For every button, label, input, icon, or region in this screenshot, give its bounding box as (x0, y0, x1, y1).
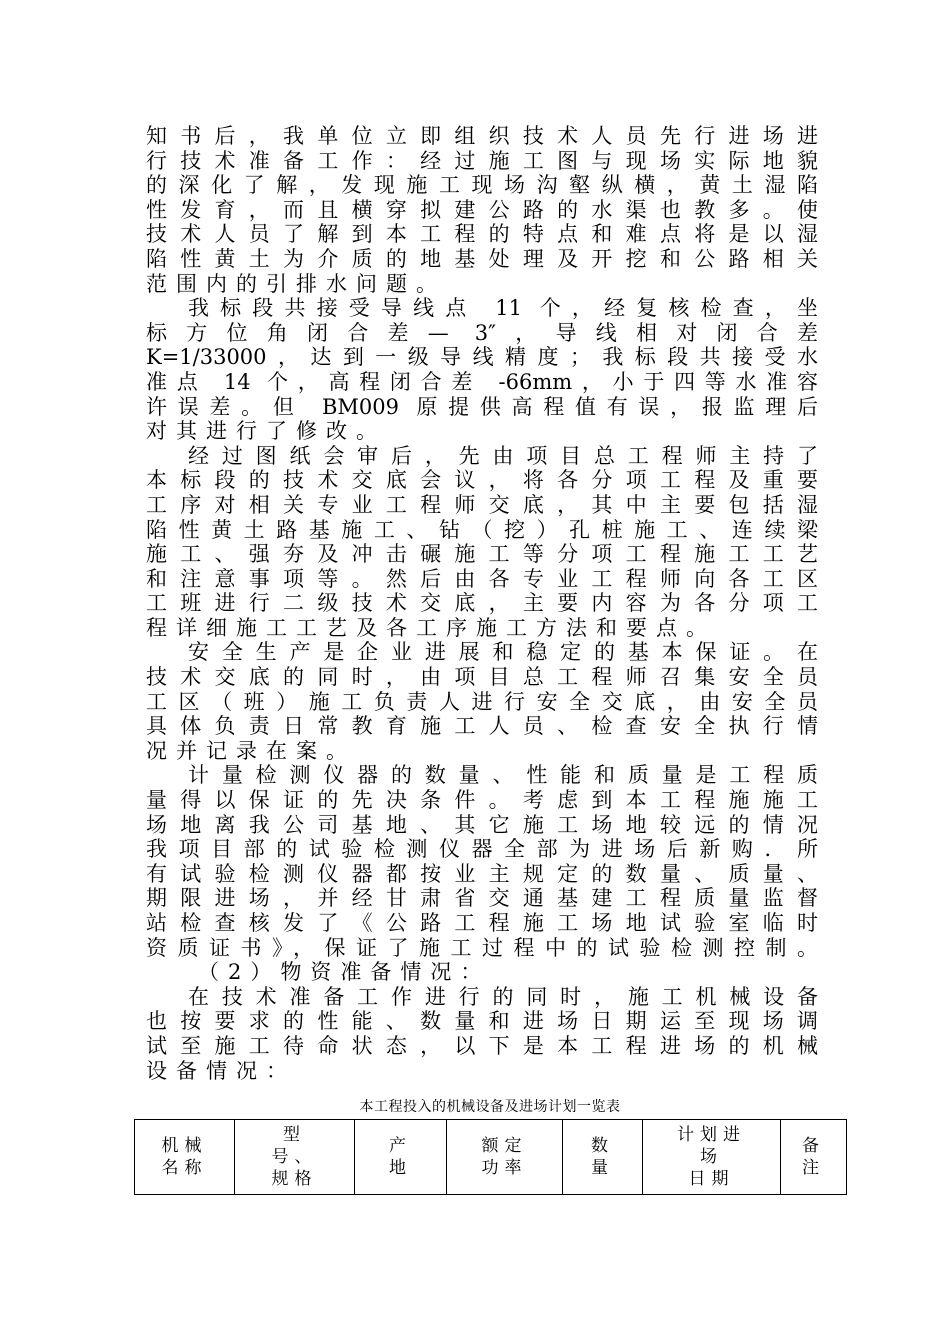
paragraph-line: 我项目部的试验检测仪器全部为进场后新购．所 (146, 837, 818, 862)
paragraph-line: 施工、强夯及冲击碾施工等分项工程施工工艺 (146, 542, 818, 567)
header-line: 量 (591, 1158, 614, 1178)
paragraph-line: 我标段共接受导线点 11 个，经复核检查，坐 (188, 296, 818, 321)
equipment-table (134, 1119, 847, 1195)
section-heading: （2）物资准备情况： (198, 960, 491, 985)
header-line: 号、 (271, 1147, 318, 1167)
paragraph-line: 量得以保证的先决条件。考虑到本工程施施工 (146, 788, 818, 813)
header-planned-entry-date (643, 1120, 781, 1195)
header-line: 数 (591, 1136, 614, 1156)
header-line: 场 (700, 1147, 723, 1167)
paragraph-line: 陷性黄土路基施工、钻（挖）孔桩施工、连续梁 (146, 517, 818, 542)
header-equipment-name (135, 1120, 235, 1195)
paragraph-line: 程详细施工工艺及各工序施工方法和要点。 (146, 615, 716, 640)
header-line: 日期 (688, 1169, 735, 1189)
paragraph-line: 和注意事项等。然后由各专业工程师向各工区 (146, 566, 818, 591)
header-line: 备 (802, 1136, 825, 1156)
header-remarks (781, 1120, 847, 1195)
paragraph-line: 许误差。但 BM009 原提供高程值有误，报监理后 (146, 394, 818, 419)
body-text (146, 124, 818, 1083)
paragraph-line: 工班进行二级技术交底，主要内容为各分项工 (146, 591, 818, 616)
paragraph-line: 具体负责日常教育施工人员、检查安全执行情 (146, 714, 818, 739)
header-line: 额定 (481, 1136, 528, 1156)
paragraph-line: 在技术准备工作进行的同时，施工机械设备 (188, 984, 818, 1009)
paragraph-line: K=1/33000，达到一级导线精度；我标段共接受水 (146, 345, 818, 370)
header-rated-power (447, 1120, 563, 1195)
paragraph-line: 有试验检测仪器都按业主规定的数量、质量、 (146, 861, 818, 886)
paragraph-line: 工序对相关专业工程师交底，其中主要包括湿 (146, 492, 818, 517)
header-line: 机械 (161, 1136, 208, 1156)
header-origin (355, 1120, 447, 1195)
paragraph-line: 准点 14 个，高程闭合差 -66mm，小于四等水准容 (146, 369, 818, 394)
table-caption: 本工程投入的机械设备及进场计划一览表 (359, 1099, 621, 1115)
paragraph-line: 期限进场，并经甘肃省交通基建工程质量监督 (146, 886, 818, 911)
paragraph-line: 知书后，我单位立即组织技术人员先行进场进 (146, 124, 818, 148)
header-quantity (563, 1120, 643, 1195)
paragraph-line: 试至施工待命状态，以下是本工程进场的机械 (146, 1033, 818, 1058)
paragraph-line: 范围内的引排水问题。 (146, 271, 446, 296)
header-line: 注 (802, 1158, 825, 1178)
table-header-row (135, 1120, 847, 1195)
paragraph-line: 技术交底的同时，由项目总工程师召集安全员 (146, 665, 818, 690)
header-line: 产 (389, 1136, 412, 1156)
paragraph-line: 陷性黄土为介质的地基处理及开挖和公路相关 (146, 246, 818, 271)
paragraph-line: 安全生产是企业进展和稳定的基本保证。在 (188, 640, 818, 665)
header-line: 规格 (271, 1169, 318, 1189)
paragraph-line: 性发育，而且横穿拟建公路的水渠也教多。使 (146, 197, 818, 222)
paragraph-line: 站检查核发了《公路工程施工场地试验室临时 (146, 911, 818, 935)
paragraph-line: 本标段的技术交底会议，将各分项工程及重要 (146, 468, 818, 493)
paragraph-line: 行技术准备工作：经过施工图与现场实际地貌 (146, 148, 818, 173)
header-line: 地 (389, 1158, 412, 1178)
paragraph-line: 的深化了解，发现施工现场沟壑纵横，黄土湿陷 (146, 173, 818, 198)
paragraph-line: 也按要求的性能、数量和进场日期运至现场调 (146, 1009, 818, 1034)
paragraph-line: 标方位角闭合差— 3″，导线相对闭合差 (146, 320, 818, 345)
paragraph-line: 资质证书》，保证了施工过程中的试验检测控制。 (146, 935, 818, 960)
paragraph-line: 对其进行了修改。 (146, 419, 386, 444)
paragraph-line: 计量检测仪器的数量、性能和质量是工程质 (188, 763, 818, 788)
paragraph-line: 设备情况： (146, 1058, 296, 1083)
header-line: 型 (283, 1125, 306, 1145)
paragraph-line: 技术人员了解到本工程的特点和难点将是以湿 (146, 222, 818, 247)
header-line: 功率 (481, 1158, 528, 1178)
paragraph-line: 工区（班）施工负责人进行安全交底，由安全员 (146, 689, 818, 714)
header-line: 名称 (161, 1158, 208, 1178)
header-line: 计划进 (677, 1125, 746, 1145)
paragraph-line: 况并记录在案。 (146, 738, 356, 763)
paragraph-line: 经过图纸会审后，先由项目总工程师主持了 (188, 443, 818, 468)
paragraph-line: 场地离我公司基地、其它施工场地较远的情况 (146, 812, 818, 837)
header-model-spec (235, 1120, 355, 1195)
